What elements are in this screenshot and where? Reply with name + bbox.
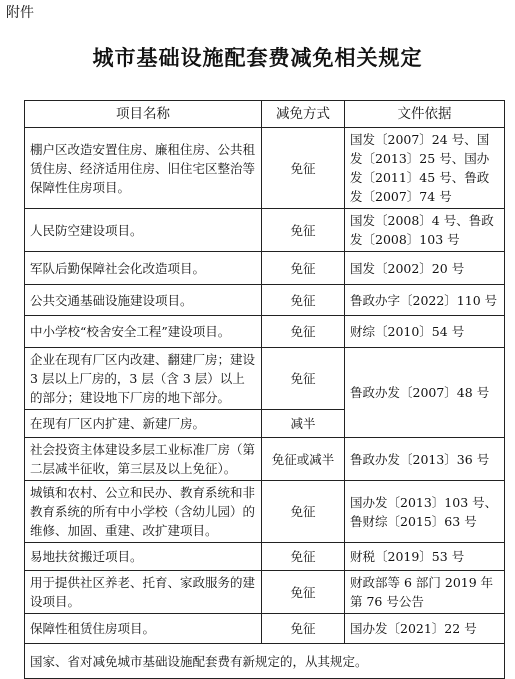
cell-project-name: 在现有厂区内扩建、新建厂房。 [25,410,262,438]
cell-method: 免征 [262,316,345,348]
cell-project-name: 人民防空建设项目。 [25,209,262,252]
cell-basis: 国发〔2008〕4 号、鲁政发〔2008〕103 号 [345,209,505,252]
table-row [25,252,505,285]
cell-project-name: 公共交通基础设施建设项目。 [25,285,262,316]
cell-basis: 鲁政办发〔2013〕36 号 [345,438,505,481]
table-footnote: 国家、省对减免城市基础设施配套费有新规定的，从其规定。 [25,644,505,679]
page-title: 城市基础设施配套费减免相关规定 [92,45,423,70]
table-row [25,438,505,481]
cell-method: 免征 [262,543,345,571]
table-row [25,348,505,410]
cell-basis: 鲁政办字〔2022〕110 号 [345,285,505,316]
cell-method: 免征 [262,209,345,252]
cell-basis: 财税〔2019〕53 号 [345,543,505,571]
table-row [25,128,505,209]
cell-basis: 鲁政办发〔2007〕48 号 [345,348,505,438]
cell-method: 免征 [262,252,345,285]
cell-method: 免征 [262,481,345,543]
table-row [25,614,505,644]
cell-basis: 国发〔2002〕20 号 [345,252,505,285]
regulations-table [24,100,505,679]
cell-project-name: 军队后勤保障社会化改造项目。 [25,252,262,285]
table-row [25,285,505,316]
cell-method: 减半 [262,410,345,438]
cell-method: 免征 [262,614,345,644]
cell-project-name: 企业在现有厂区内改建、翻建厂房；建设 3 层以上厂房的，3 层（含 3 层）以上的部分；建设地下厂房的地下部分。 [25,348,262,410]
cell-project-name: 保障性租赁住房项目。 [25,614,262,644]
table-row [25,571,505,614]
cell-project-name: 用于提供社区养老、托育、家政服务的建设项目。 [25,571,262,614]
cell-basis: 财政部等 6 部门 2019 年第 76 号公告 [345,571,505,614]
attachment-label: 附件 [6,5,34,21]
header-reduction-method: 减免方式 [262,101,345,128]
header-document-basis: 文件依据 [345,101,505,128]
table-row [25,316,505,348]
cell-basis: 国办发〔2013〕103 号、鲁财综〔2015〕63 号 [345,481,505,543]
cell-project-name: 中小学校“校舍安全工程”建设项目。 [25,316,262,348]
cell-project-name: 城镇和农村、公立和民办、教育系统和非教育系统的所有中小学校（含幼儿园）的维修、加固、重建、改扩建项目。 [25,481,262,543]
cell-method: 免征或减半 [262,438,345,481]
table-row [25,481,505,543]
table-footnote-row [25,644,505,679]
table-header-row [25,101,505,128]
cell-project-name: 棚户区改造安置住房、廉租住房、公共租赁住房、经济适用住房、旧住宅区整治等保障性住房项目。 [25,128,262,209]
cell-basis: 国发〔2007〕24 号、国发〔2013〕25 号、国办发〔2011〕45 号、鲁政发〔2007〕74 号 [345,128,505,209]
table-row [25,543,505,571]
cell-method: 免征 [262,128,345,209]
cell-basis: 财综〔2010〕54 号 [345,316,505,348]
cell-project-name: 易地扶贫搬迁项目。 [25,543,262,571]
cell-method: 免征 [262,571,345,614]
table-row [25,209,505,252]
cell-project-name: 社会投资主体建设多层工业标准厂房（第二层减半征收，第三层及以上免征）。 [25,438,262,481]
cell-basis: 国办发〔2021〕22 号 [345,614,505,644]
header-project-name: 项目名称 [25,101,262,128]
cell-method: 免征 [262,348,345,410]
cell-method: 免征 [262,285,345,316]
